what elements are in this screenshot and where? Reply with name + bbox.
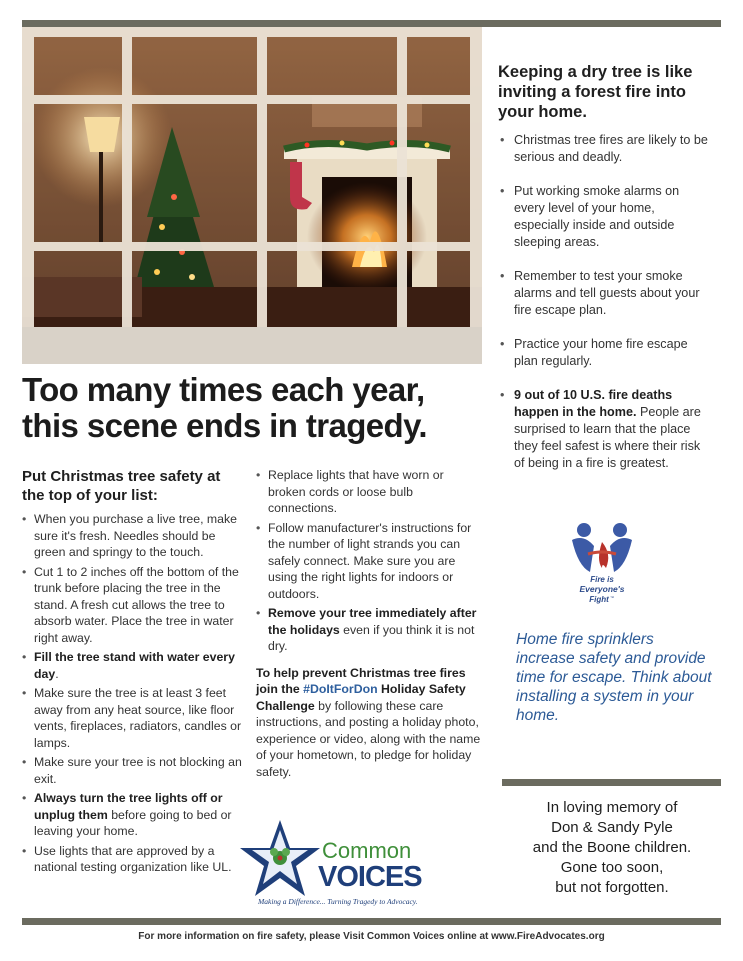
list-item: • Replace lights that have worn or broken cords or loose bulb connections.: [256, 467, 482, 517]
sidebar-heading: Keeping a dry tree is like inviting a forest fire into your home.: [498, 63, 693, 121]
fire-logo-line2: Everyone's: [579, 584, 625, 594]
list-item: • Remember to test your smoke alarms and tell guests about your fire escape plan.: [498, 268, 708, 319]
list-item: • Make sure your tree is not blocking an exit.: [22, 754, 247, 787]
list-item: • When you purchase a live tree, make sure it's fresh. Needles should be green and springy to the touch.: [22, 511, 247, 561]
list-item: • Make sure the tree is at least 3 feet away from any heat source, like floor vents, fireplaces, radiators, candles or lamps.: [22, 685, 247, 751]
fire-logo-line1: Fire is: [590, 575, 614, 584]
cv-logo-word1: Common: [322, 838, 412, 863]
list-item: • Put working smoke alarms on every level of your home, especially inside and outside sleeping areas.: [498, 183, 708, 251]
cv-logo-tagline: Making a Difference... Turning Tragedy to Advocacy.: [258, 897, 418, 906]
fire-is-everyones-fight-logo: [566, 520, 638, 610]
list-item: • Remove your tree immediately after the holidays even if you think it is not dry.: [256, 605, 482, 655]
hero-photo: [22, 27, 482, 364]
common-voices-logo: [238, 818, 488, 908]
tips-list: [256, 467, 482, 655]
sprinklers-callout: Home fire sprinklers increase safety and provide time for escape. Think about installing a system in your home.: [516, 631, 712, 724]
window-scene-illustration: [22, 27, 482, 364]
fire-logo-line3: Fight: [589, 595, 609, 604]
tips-column-1: [22, 467, 247, 879]
footer-text: For more information on fire safety, please Visit Common Voices online at www.FireAdvocates.org: [138, 931, 605, 942]
cv-logo-word2: VOICES: [318, 861, 422, 893]
common-voices-star-icon: [238, 818, 488, 908]
list-item: • Cut 1 to 2 inches off the bottom of the trunk before placing the tree in the stand. A fresh cut allows the tree to absorb water. Place the tree in water right away.: [22, 564, 247, 647]
memorial-divider-bar: [502, 779, 721, 786]
page-headline: Too many times each year, this scene ends in tragedy.: [22, 371, 427, 444]
list-item: • Christmas tree fires are likely to be serious and deadly.: [498, 132, 708, 166]
safety-facts-sidebar: [498, 62, 708, 489]
list-item: • Practice your home fire escape plan regularly.: [498, 336, 708, 370]
bottom-divider-bar: [22, 918, 721, 925]
list-item: • Fill the tree stand with water every day.: [22, 649, 247, 682]
safety-facts-list: [498, 132, 708, 472]
hashtag-doitfordon[interactable]: #DoItForDon: [303, 682, 378, 696]
list-item: • 9 out of 10 U.S. fire deaths happen in the home. People are surprised to learn that the place they feel safest is where their risk of being in a fire is greatest.: [498, 387, 708, 472]
list-item: • Use lights that are approved by a national testing organization like UL.: [22, 843, 247, 876]
memorial-text: In loving memory of Don & Sandy Pyle and the Boone children. Gone too soon, but not forgotten.: [532, 799, 692, 896]
list-item: • Follow manufacturer's instructions for the number of light strands you can safely connect. Make sure you are using the right lights for indoors or outdoors.: [256, 520, 482, 603]
list-item: • Always turn the tree lights off or unplug them before going to bed or leaving your home.: [22, 790, 247, 840]
tips-column-2: [256, 467, 482, 792]
holiday-challenge-paragraph: To help prevent Christmas tree fires join the #DoItForDon Holiday Safety Challenge by following these care instructions, and posting a holiday photo, experience or video, along with the name of your hometown, to pledge for holiday safety.: [256, 665, 481, 779]
tips-heading: Put Christmas tree safety at the top of your list:: [22, 468, 221, 504]
fire-logo-icon: [566, 520, 638, 610]
fire-logo-tm: ™: [610, 595, 614, 600]
tips-list: [22, 511, 247, 876]
